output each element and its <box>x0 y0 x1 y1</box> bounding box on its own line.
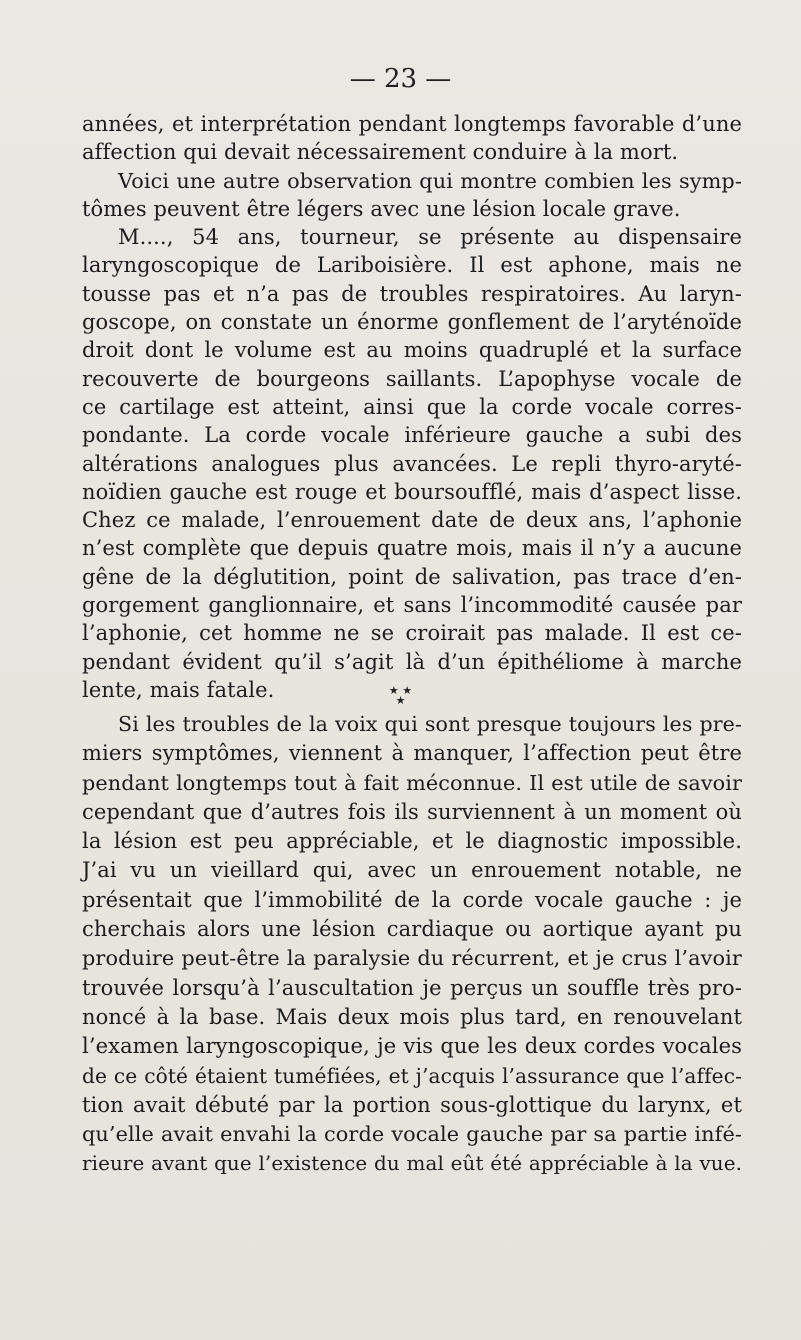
text-line: de ce côté étaient tuméfiées, et j’acquis l’assurance que l’affec- <box>82 1063 742 1088</box>
text-line: l’examen laryngoscopique, je vis que les deux cordes vocales <box>82 1034 742 1059</box>
section-separator <box>0 686 801 706</box>
text-line: recouverte de bourgeons saillants. L’apophyse vocale de <box>82 366 742 391</box>
text-line: goscope, on constate un énorme gonflement de l’aryténoïde <box>82 310 742 335</box>
text-line: pendant évident qu’il s’agit là d’un épithéliome à marche <box>82 649 742 674</box>
text-line: trouvée lorsqu’à l’auscultation je perçus un souffle très pro- <box>82 975 742 1000</box>
asterism-top: ★ ★ <box>388 684 413 697</box>
text-line: altérations analogues plus avancées. Le repli thyro-aryté- <box>82 451 742 476</box>
text-line: droit dont le volume est au moins quadruplé et la surface <box>82 338 742 363</box>
text-line: Voici une autre observation qui montre combien les symp- <box>118 168 742 193</box>
text-line: laryngoscopique de Lariboisière. Il est aphone, mais ne <box>82 253 742 278</box>
text-line: gêne de la déglutition, point de salivation, pas trace d’en- <box>82 564 742 589</box>
text-line: affection qui devait nécessairement conduire à la mort. <box>82 140 679 165</box>
text-line: noncé à la base. Mais deux mois plus tard, en renouvelant <box>82 1004 742 1029</box>
text-line: Si les troubles de la voix qui sont presque toujours les pre- <box>118 712 742 736</box>
text-block-upper <box>82 110 742 704</box>
text-line: M...., 54 ans, tourneur, se présente au dispensaire <box>118 225 742 250</box>
text-line: l’aphonie, cet homme ne se croirait pas malade. Il est ce- <box>82 621 742 646</box>
text-line: n’est complète que depuis quatre mois, mais il n’y a aucune <box>82 536 742 561</box>
text-line: tion avait débuté par la portion sous-glottique du larynx, et <box>82 1092 742 1117</box>
text-line: noïdien gauche est rouge et boursoufflé, mais d’aspect lisse. <box>82 479 742 504</box>
asterism-bottom: ★ <box>395 694 406 707</box>
text-line: présentait que l’immobilité de la corde vocale gauche : je <box>82 887 742 912</box>
text-line: rieure avant que l’existence du mal eût été appréciable à la vue. <box>82 1152 742 1176</box>
text-line: miers symptômes, viennent à manquer, l’affection peut être <box>82 741 742 766</box>
text-line: ce cartilage est atteint, ainsi que la corde vocale corres- <box>82 394 742 419</box>
text-line: J’ai vu un vieillard qui, avec un enrouement notable, ne <box>82 858 742 883</box>
text-line: qu’elle avait envahi la corde vocale gauche par sa partie infé- <box>82 1122 742 1147</box>
text-line: lente, mais fatale. <box>82 677 275 702</box>
text-line: années, et interprétation pendant longtemps favorable d’une <box>82 112 742 136</box>
text-line: pondante. La corde vocale inférieure gauche a subi des <box>82 423 742 448</box>
page-number: — 23 — <box>349 64 452 94</box>
text-line: Chez ce malade, l’enrouement date de deux ans, l’aphonie <box>82 508 742 533</box>
text-line: cependant que d’autres fois ils surviennent à un moment où <box>82 799 742 824</box>
text-block-lower <box>82 710 742 1179</box>
text-line: produire peut-être la paralysie du récurrent, et je crus l’avoir <box>82 946 742 971</box>
text-line: tousse pas et n’a pas de troubles respiratoires. Au laryn- <box>82 281 742 306</box>
text-line: la lésion est peu appréciable, et le diagnostic impossible. <box>82 829 742 854</box>
text-line: gorgement ganglionnaire, et sans l’incommodité causée par <box>82 593 742 618</box>
text-line: tômes peuvent être légers avec une lésion locale grave. <box>82 196 681 221</box>
text-line: pendant longtemps tout à fait méconnue. Il est utile de savoir <box>82 770 742 795</box>
text-line: cherchais alors une lésion cardiaque ou aortique ayant pu <box>82 917 742 942</box>
